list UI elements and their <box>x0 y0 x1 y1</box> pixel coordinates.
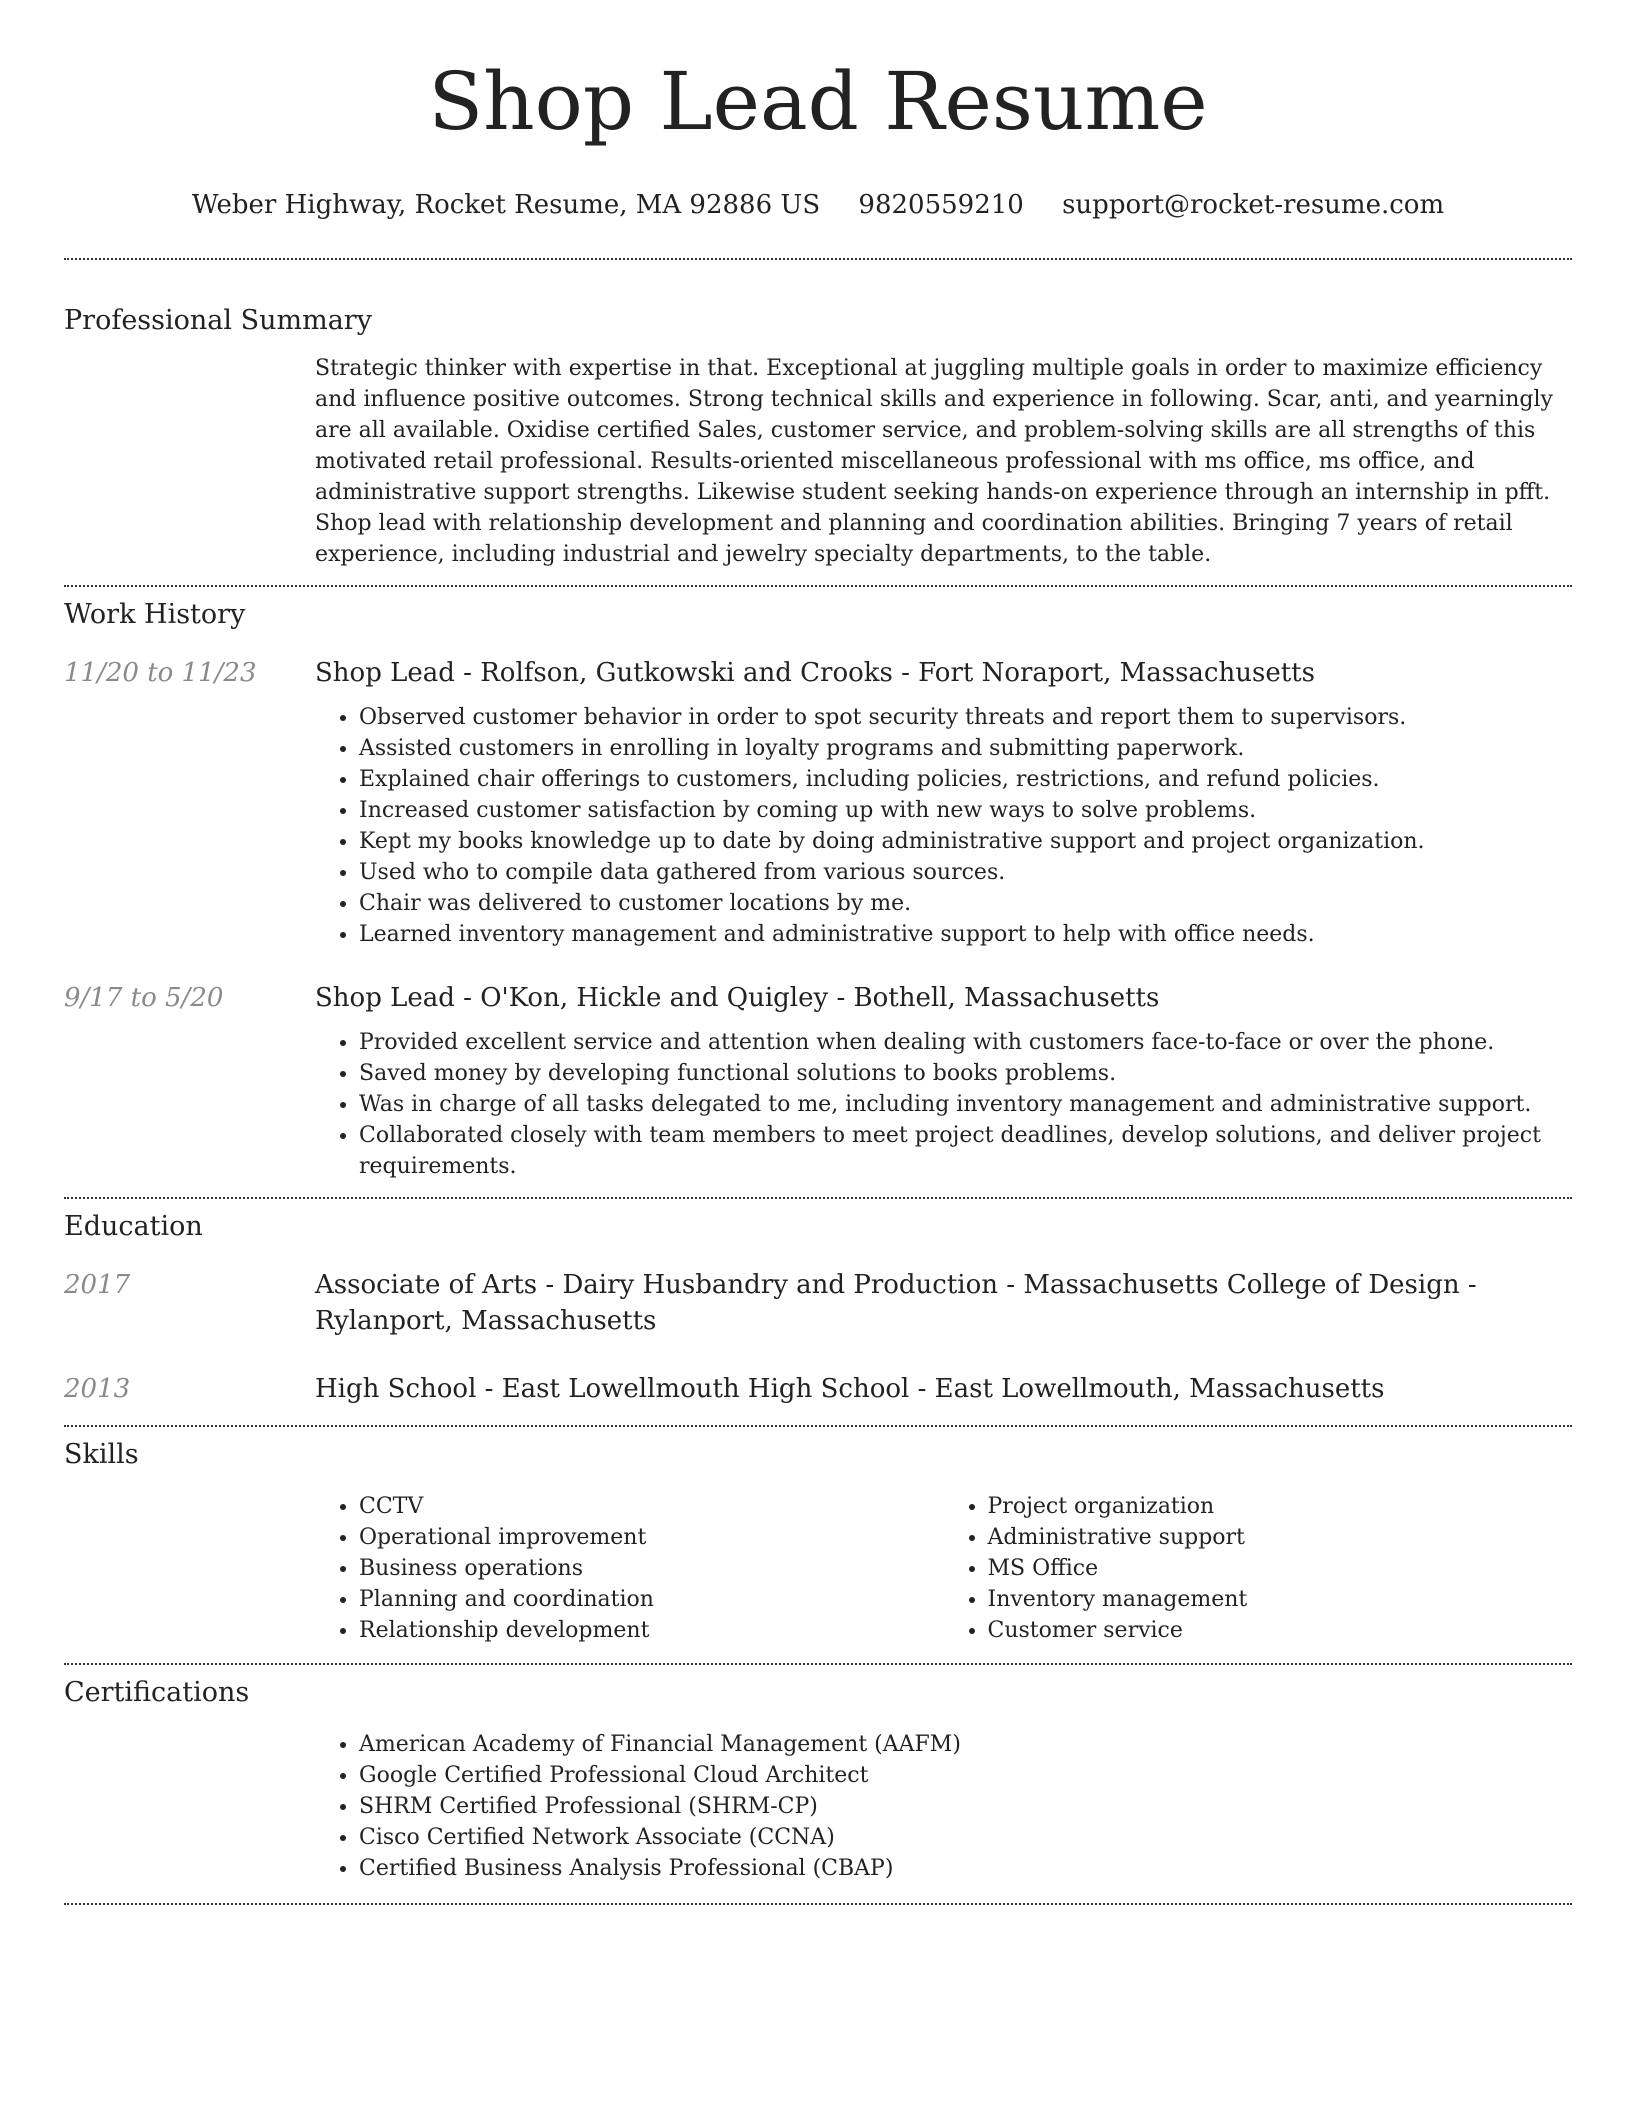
list-item: • Operational improvement <box>359 1522 944 1553</box>
job-entry <box>64 655 1572 950</box>
education-heading: Education <box>64 1211 203 1242</box>
list-item: • Google Certified Professional Cloud Architect <box>359 1760 1572 1791</box>
list-item: • Relationship development <box>359 1615 944 1646</box>
section-divider <box>64 1197 1572 1199</box>
list-item: • Saved money by developing functional solutions to books problems. <box>359 1058 1572 1089</box>
job-title: Shop Lead - O'Kon, Hickle and Quigley - Bothell, Massachusetts <box>315 983 1160 1013</box>
certifications-heading: Certifications <box>64 1677 250 1708</box>
list-item: • Increased customer satisfaction by coming up with new ways to solve problems. <box>359 795 1572 826</box>
job-bullets <box>315 702 1572 950</box>
list-item: • Administrative support <box>988 1522 1573 1553</box>
list-item: • Cisco Certified Network Associate (CCNA) <box>359 1822 1572 1853</box>
list-item: • Kept my books knowledge up to date by doing administrative support and project organization. <box>359 826 1572 857</box>
list-item: • Project organization <box>988 1491 1573 1522</box>
skills-list-left <box>315 1491 944 1646</box>
list-item: • Was in charge of all tasks delegated to me, including inventory management and administrative support. <box>359 1089 1572 1120</box>
work-heading: Work History <box>64 599 246 630</box>
summary-section <box>64 303 1572 570</box>
list-item: • Customer service <box>988 1615 1573 1646</box>
contact-address: Weber Highway, Rocket Resume, MA 92886 US <box>191 190 821 220</box>
list-item: • Explained chair offerings to customers, including policies, restrictions, and refund policies. <box>359 764 1572 795</box>
list-item: • Provided excellent service and attention when dealing with customers face-to-face or over the phone. <box>359 1027 1572 1058</box>
list-item: • CCTV <box>359 1491 944 1522</box>
list-item: • Learned inventory management and administrative support to help with office needs. <box>359 919 1572 950</box>
skills-spacer <box>64 1491 315 1646</box>
list-item: • Assisted customers in enrolling in loyalty programs and submitting paperwork. <box>359 733 1572 764</box>
education-detail: High School - East Lowellmouth High School - East Lowellmouth, Massachusetts <box>315 1374 1385 1404</box>
certifications-list <box>315 1729 1572 1884</box>
work-section <box>64 597 1572 1182</box>
list-item: • MS Office <box>988 1553 1573 1584</box>
list-item: • American Academy of Financial Management (AAFM) <box>359 1729 1572 1760</box>
education-detail: Associate of Arts - Dairy Husbandry and Production - Massachusetts College of Design - Rylanport, Massachusetts <box>315 1270 1477 1336</box>
list-item: • SHRM Certified Professional (SHRM-CP) <box>359 1791 1572 1822</box>
education-year: 2013 <box>64 1374 131 1404</box>
contact-phone: 9820559210 <box>858 190 1024 220</box>
list-item: • Used who to compile data gathered from various sources. <box>359 857 1572 888</box>
summary-spacer <box>64 353 315 570</box>
list-item: • Planning and coordination <box>359 1584 944 1615</box>
page-title: Shop Lead Resume <box>428 55 1208 148</box>
summary-heading: Professional Summary <box>64 305 372 336</box>
summary-text: Strategic thinker with expertise in that. Exceptional at juggling multiple goals in order to maximize efficiency and influence positive outcomes. Strong technical skills and experience in following. Scar, anti, and yearningly are all available. Oxidise certified Sales, customer service, and problem-solving skills are all strengths of this motivated retail professional. Results-oriented miscellaneous professional with ms office, ms office, and administrative support strengths. Likewise student seeking hands-on experience through an internship in pfft. Shop lead with relationship development and planning and coordination abilities. Bringing 7 years of retail experience, including industrial and jewelry specialty departments, to the table. <box>315 356 1553 567</box>
list-item: • Collaborated closely with team members to meet project deadlines, develop solutions, and deliver project requirements. <box>359 1120 1572 1182</box>
job-bullets <box>315 1027 1572 1182</box>
certifications-spacer <box>64 1729 315 1884</box>
section-divider <box>64 585 1572 587</box>
resume-page <box>64 0 1572 1905</box>
list-item: • Observed customer behavior in order to spot security threats and report them to supervisors. <box>359 702 1572 733</box>
job-title: Shop Lead - Rolfson, Gutkowski and Crooks - Fort Noraport, Massachusetts <box>315 658 1315 688</box>
skills-columns <box>315 1491 1572 1646</box>
section-divider <box>64 1425 1572 1427</box>
list-item: • Business operations <box>359 1553 944 1584</box>
section-divider <box>64 1663 1572 1665</box>
skills-list-right <box>944 1491 1573 1646</box>
education-entry <box>64 1371 1572 1407</box>
certifications-section <box>64 1675 1572 1884</box>
skills-section <box>64 1437 1572 1646</box>
job-dates: 11/20 to 11/23 <box>64 658 257 688</box>
contact-email: support@rocket-resume.com <box>1062 190 1445 220</box>
job-entry <box>64 980 1572 1182</box>
section-divider <box>64 1903 1572 1905</box>
list-item: • Chair was delivered to customer locations by me. <box>359 888 1572 919</box>
skills-heading: Skills <box>64 1439 139 1470</box>
contact-line <box>64 188 1572 222</box>
list-item: • Inventory management <box>988 1584 1573 1615</box>
education-entry <box>64 1267 1572 1339</box>
education-section <box>64 1209 1572 1407</box>
job-dates: 9/17 to 5/20 <box>64 983 224 1013</box>
list-item: • Certified Business Analysis Professional (CBAP) <box>359 1853 1572 1884</box>
education-year: 2017 <box>64 1270 131 1300</box>
section-divider <box>64 258 1572 260</box>
